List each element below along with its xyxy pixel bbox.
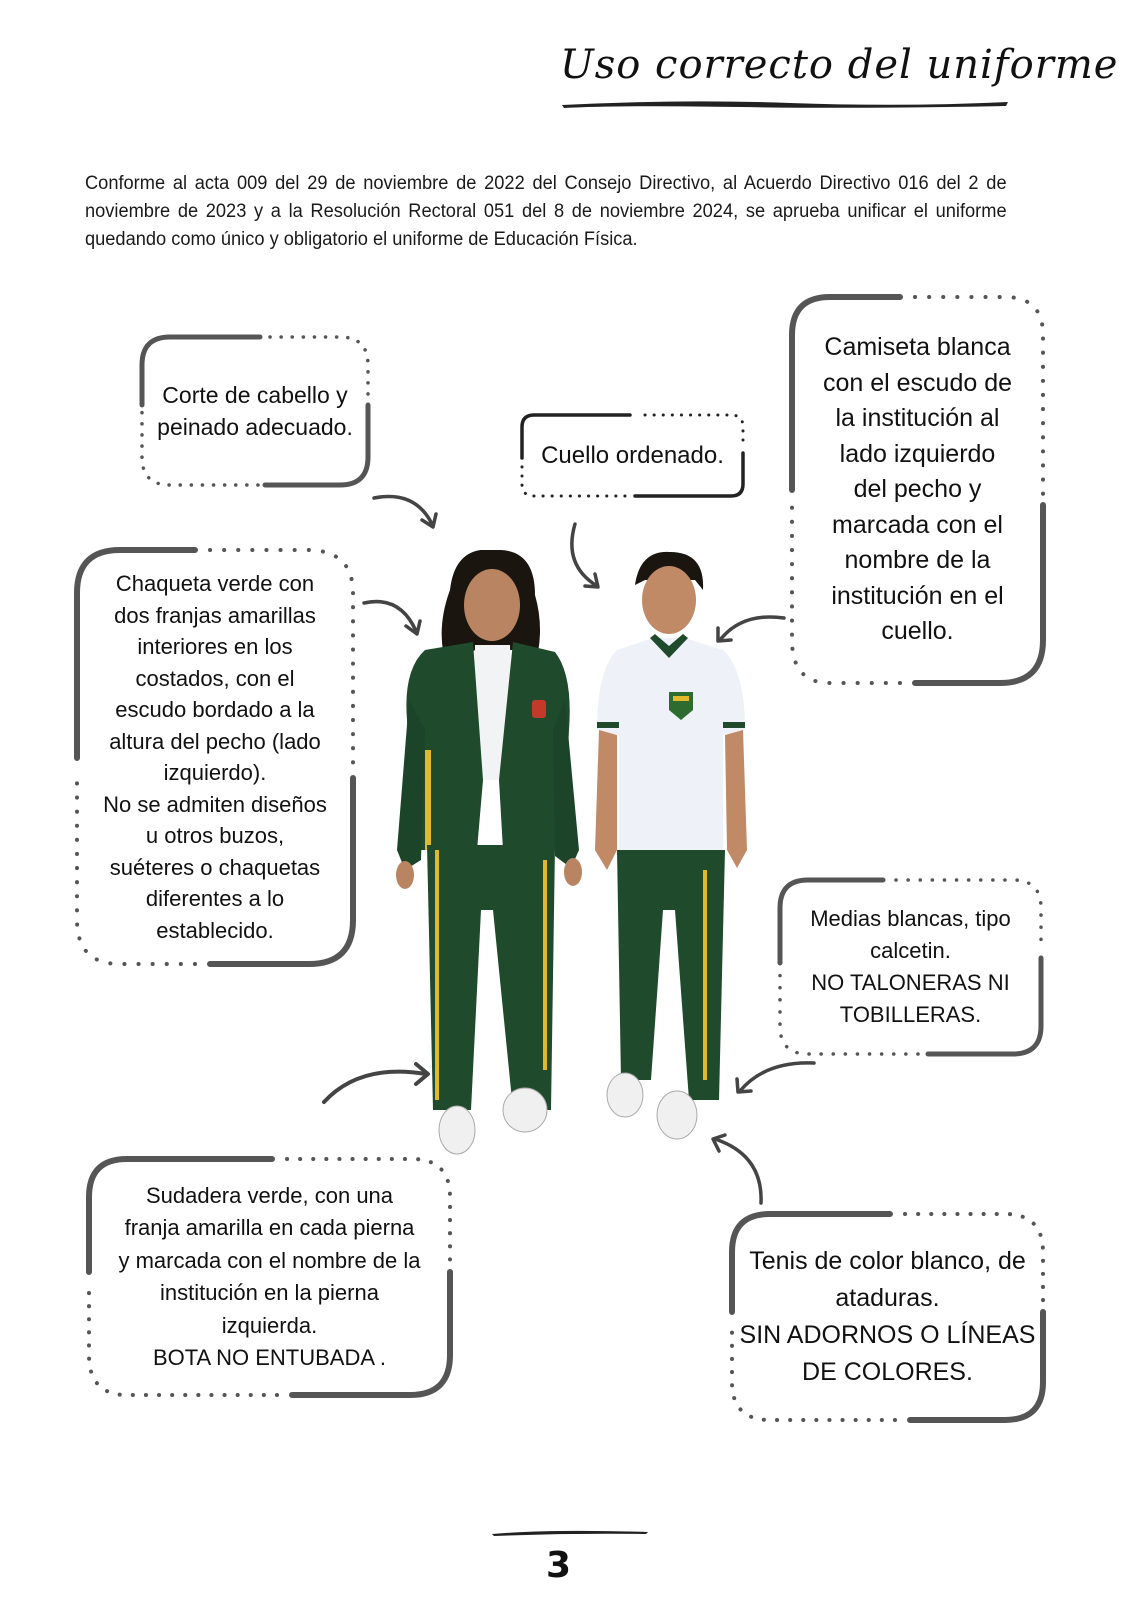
callout-line: calcetin.	[870, 938, 951, 963]
callout-line: u otros buzos,	[145, 823, 285, 848]
title-brush-underline	[560, 98, 1010, 110]
callout-line: costados, con el	[135, 665, 295, 691]
callout-line: Cuello ordenado.	[541, 441, 724, 469]
callout-collar	[520, 413, 745, 498]
callout-line: diferentes a lo	[145, 886, 285, 911]
callout-line: la institución al	[835, 404, 1000, 433]
callout-text	[730, 1212, 1045, 1422]
callout-line: BOTA NO ENTUBADA .	[152, 1345, 387, 1370]
callout-text	[140, 335, 370, 487]
callout-line: Corte de cabello y	[162, 382, 348, 408]
callout-line: Tenis de color blanco, de	[749, 1247, 1026, 1275]
callout-line: institución en la pierna	[160, 1280, 379, 1305]
callout-line: No se admiten diseños	[103, 791, 327, 817]
callout-line: establecido.	[156, 917, 274, 943]
callout-text	[778, 878, 1043, 1056]
callout-pants	[87, 1157, 452, 1397]
callout-line: dos franjas amarillas	[114, 602, 316, 628]
callout-line: y marcada con el nombre de la	[118, 1247, 421, 1273]
callout-line: Camiseta blanca	[824, 333, 1011, 362]
callout-line: institución en el	[831, 581, 1004, 610]
callout-line: cuello.	[881, 617, 954, 646]
callout-hair	[140, 335, 370, 487]
callout-line: lado izquierdo	[839, 439, 996, 468]
callout-text	[87, 1157, 452, 1397]
arrow-hair	[370, 490, 450, 540]
page-title: Uso correcto del uniforme	[560, 42, 1119, 88]
callout-line: marcada con el	[832, 510, 1003, 539]
callout-line: Chaqueta verde con	[115, 571, 315, 596]
callout-line: del pecho y	[853, 475, 982, 504]
callout-line: franja amarilla en cada pierna	[124, 1215, 415, 1240]
callout-line: NO TALONERAS NI	[811, 970, 1010, 995]
callout-line: peinado adecuado.	[157, 414, 353, 440]
callout-line: DE COLORES.	[802, 1358, 973, 1386]
callout-shirt	[790, 295, 1045, 685]
callout-line: con el escudo de	[822, 368, 1013, 397]
callout-line: nombre de la	[844, 546, 991, 575]
callout-text	[790, 295, 1045, 685]
callout-line: SIN ADORNOS O LÍNEAS	[739, 1321, 1036, 1349]
callout-text	[75, 548, 355, 966]
callout-line: ataduras.	[835, 1284, 940, 1312]
callout-socks	[778, 878, 1043, 1056]
page-number: 3	[546, 1545, 572, 1586]
callout-jacket	[75, 548, 355, 966]
callout-line: izquierda.	[221, 1312, 318, 1338]
student-girl-jacket-figure	[395, 550, 585, 1180]
callout-line: escudo bordado a la	[115, 697, 315, 722]
intro-paragraph: Conforme al acta 009 del 29 de noviembre de 2022 del Consejo Directivo, al Acuerdo Directivo 016 del 2 de noviembre de 2023 y a la Resolución Rectoral 051 del 8 de noviembre 2024, se aprueba unificar el uniforme quedando como único y obligatorio el uniforme de Educación Física.	[85, 173, 1007, 250]
callout-shoes	[730, 1212, 1045, 1422]
callout-text	[520, 413, 745, 498]
callout-line: interiores en los	[137, 634, 293, 659]
page-number-brush	[490, 1528, 650, 1538]
student-boy-shirt-figure	[595, 550, 755, 1170]
callout-line: TOBILLERAS.	[839, 1002, 982, 1027]
callout-line: izquierdo).	[163, 760, 267, 785]
callout-line: Sudadera verde, con una	[145, 1182, 394, 1208]
callout-line: suéteres o chaquetas	[109, 854, 321, 880]
callout-line: altura del pecho (lado	[109, 728, 321, 754]
callout-line: Medias blancas, tipo	[810, 906, 1011, 931]
